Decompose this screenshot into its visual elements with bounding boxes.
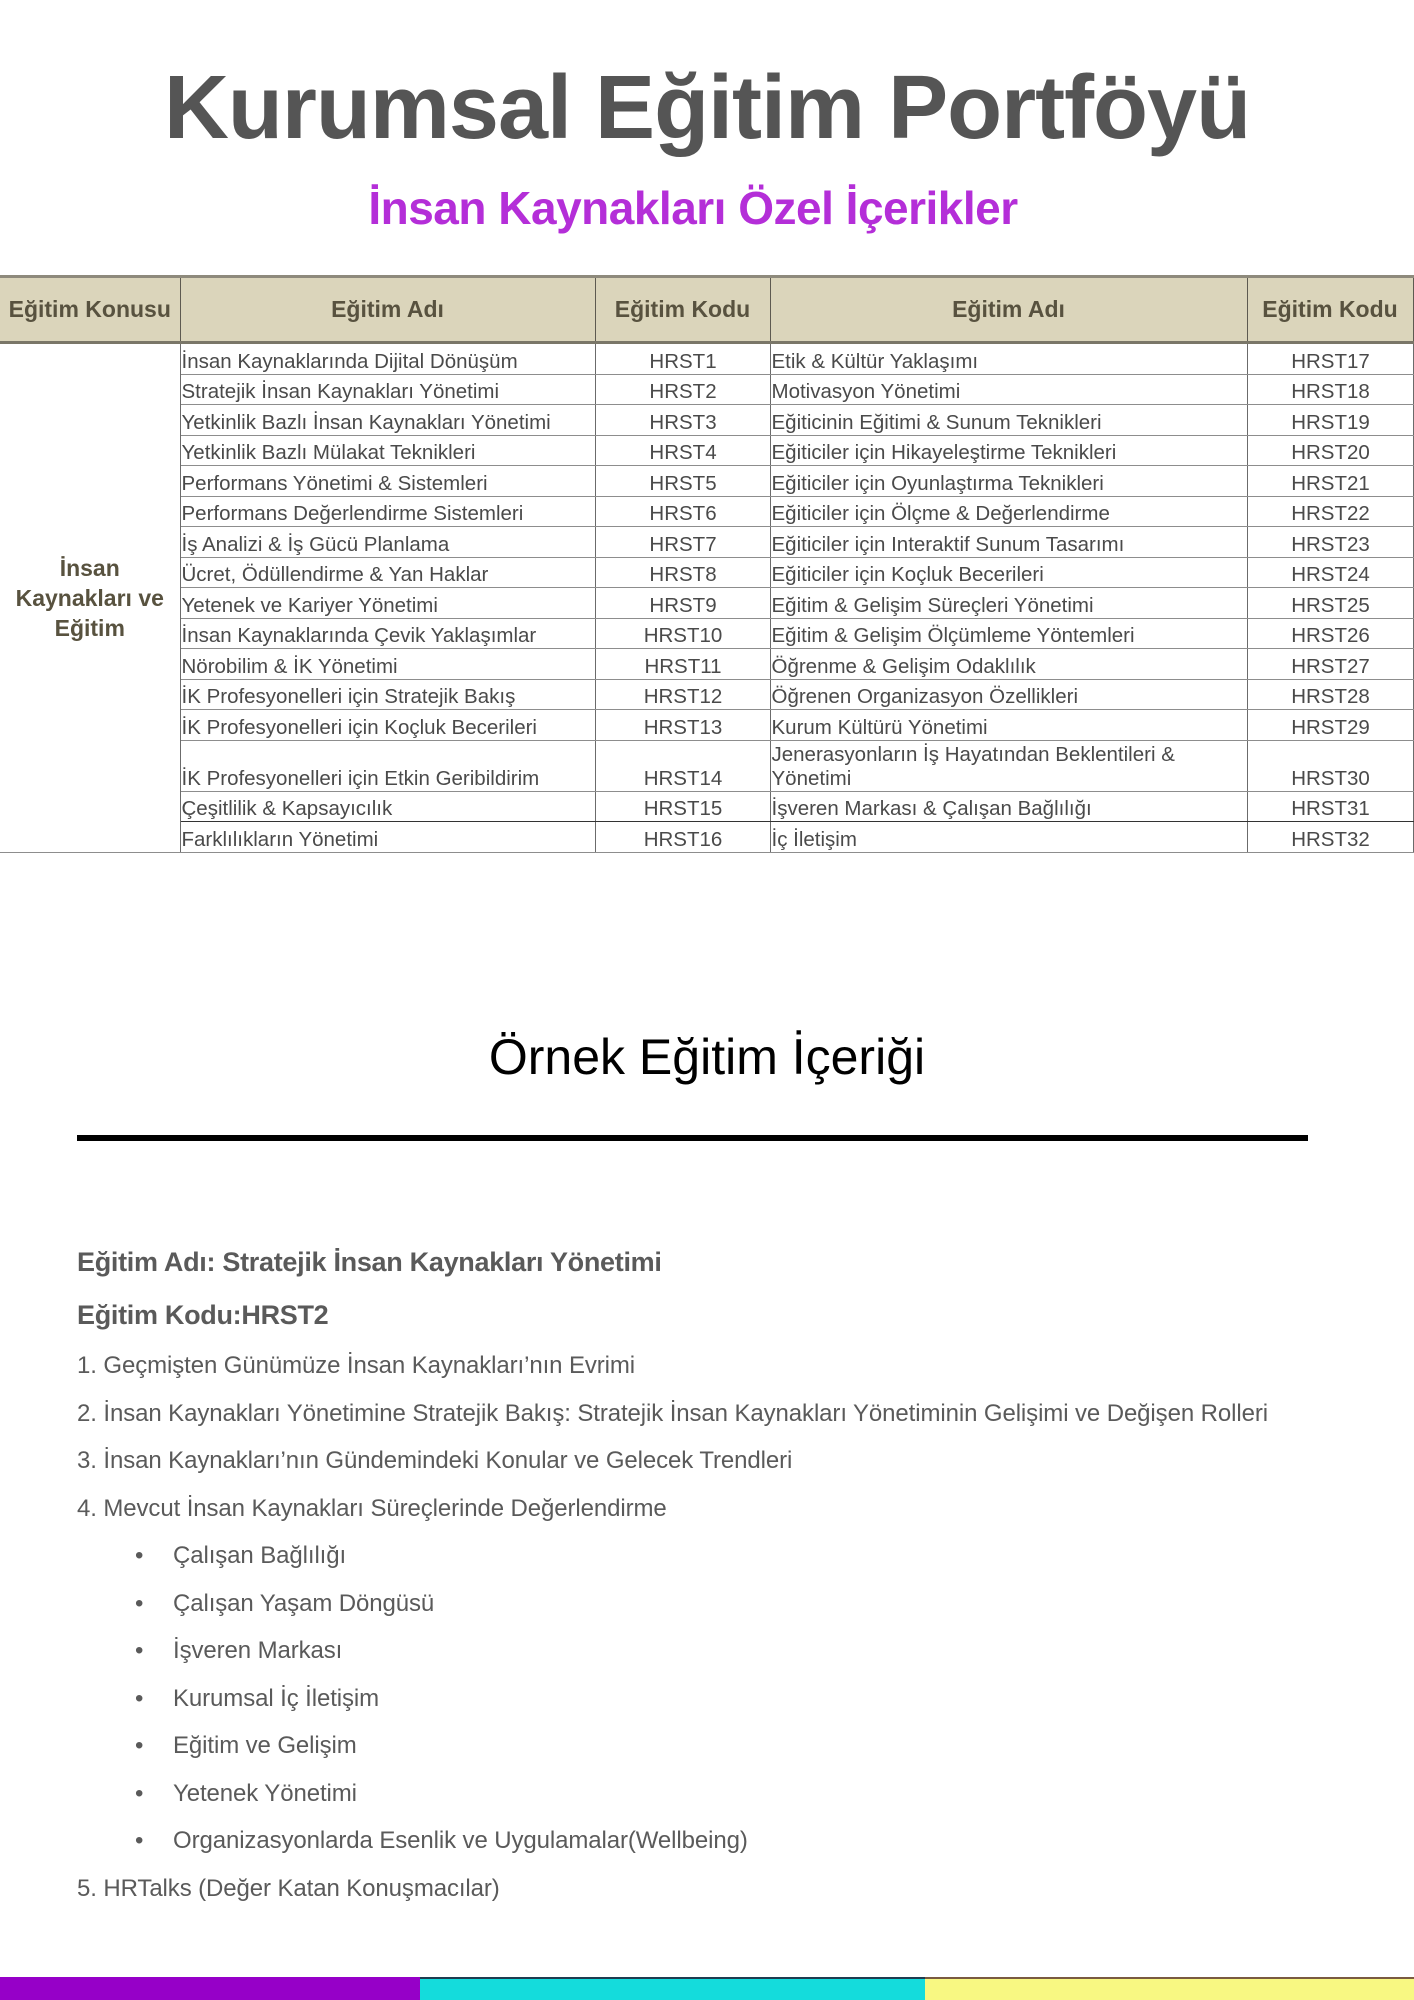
training-name-cell: Eğiticiler için Oyunlaştırma Teknikleri xyxy=(770,466,1247,497)
footer-bar-yellow xyxy=(925,1977,1414,2000)
training-name-cell: Performans Değerlendirme Sistemleri xyxy=(180,496,595,527)
sub-item-text: Çalışan Bağlılığı xyxy=(173,1542,347,1569)
page-title: Kurumsal Eğitim Portföyü xyxy=(163,58,1251,158)
training-code-cell: HRST7 xyxy=(595,527,770,558)
table-row xyxy=(0,740,1413,791)
table-row xyxy=(0,496,1413,527)
training-name-cell: Öğrenen Organizasyon Özellikleri xyxy=(770,679,1247,710)
training-code-cell: HRST22 xyxy=(1247,496,1413,527)
section-title: Örnek Eğitim İçeriği xyxy=(488,1029,926,1085)
training-name-cell: Ücret, Ödüllendirme & Yan Haklar xyxy=(180,557,595,588)
training-name-cell: Etik & Kültür Yaklaşımı xyxy=(770,343,1247,375)
training-name-cell: İnsan Kaynaklarında Dijital Dönüşüm xyxy=(180,343,595,375)
training-name-cell: Eğiticiler için Ölçme & Değerlendirme xyxy=(770,496,1247,527)
topic-cell: İnsan Kaynakları ve Eğitim xyxy=(0,343,180,853)
training-code-cell: HRST8 xyxy=(595,557,770,588)
bullet-icon: • xyxy=(135,1589,144,1617)
training-code-cell: HRST13 xyxy=(595,710,770,741)
sub-item-list xyxy=(77,1539,1268,1858)
training-name-cell: Jenerasyonların İş Hayatından Beklentileri & Yönetimi xyxy=(770,740,1247,791)
sub-item-text: Eğitim ve Gelişim xyxy=(173,1732,357,1759)
training-code-cell: HRST2 xyxy=(595,374,770,405)
training-code-cell: HRST26 xyxy=(1247,618,1413,649)
bullet-icon: • xyxy=(135,1684,144,1712)
sub-item-text: İşveren Markası xyxy=(173,1637,343,1664)
sub-item xyxy=(77,1824,1268,1858)
training-name-cell: Eğiticiler için Interaktif Sunum Tasarımı xyxy=(770,527,1247,558)
training-code-cell: HRST17 xyxy=(1247,343,1413,375)
training-code-cell: HRST27 xyxy=(1247,649,1413,680)
training-name-cell: Performans Yönetimi & Sistemleri xyxy=(180,466,595,497)
table-row xyxy=(0,374,1413,405)
training-name-cell: İşveren Markası & Çalışan Bağlılığı xyxy=(770,791,1247,822)
table-row xyxy=(0,791,1413,822)
training-code-cell: HRST6 xyxy=(595,496,770,527)
training-portfolio-table xyxy=(0,275,1414,853)
training-code-cell: HRST10 xyxy=(595,618,770,649)
content-item: 3. İnsan Kaynakları’nın Gündemindeki Konular ve Gelecek Trendleri xyxy=(77,1447,793,1474)
table-row xyxy=(0,588,1413,619)
training-name-cell: İnsan Kaynaklarında Çevik Yaklaşımlar xyxy=(180,618,595,649)
sub-item xyxy=(77,1587,1268,1621)
training-name-cell: İK Profesyonelleri için Stratejik Bakış xyxy=(180,679,595,710)
training-name-cell: Eğitim & Gelişim Süreçleri Yönetimi xyxy=(770,588,1247,619)
column-header-name: Eğitim Adı xyxy=(180,277,595,343)
content-item: 5. HRTalks (Değer Katan Konuşmacılar) xyxy=(77,1874,500,1902)
training-code-cell: HRST23 xyxy=(1247,527,1413,558)
training-code-cell: HRST12 xyxy=(595,679,770,710)
training-name-cell: Çeşitlilik & Kapsayıcılık xyxy=(180,791,595,822)
training-code-cell: HRST5 xyxy=(595,466,770,497)
sub-item-text: Kurumsal İç İletişim xyxy=(173,1684,380,1712)
training-code-cell: HRST18 xyxy=(1247,374,1413,405)
sub-item xyxy=(77,1729,1268,1763)
training-code-cell: HRST15 xyxy=(595,791,770,822)
page-subtitle: İnsan Kaynakları Özel İçerikler xyxy=(368,182,1018,234)
table-row xyxy=(0,343,1413,375)
section-divider xyxy=(77,1135,1308,1141)
table-row xyxy=(0,527,1413,558)
training-name-cell: Eğiticiler için Koçluk Becerileri xyxy=(770,557,1247,588)
training-name-cell: Yetenek ve Kariyer Yönetimi xyxy=(180,588,595,619)
bullet-icon: • xyxy=(135,1637,144,1664)
table-row xyxy=(0,618,1413,649)
training-code-cell: HRST19 xyxy=(1247,405,1413,436)
table-row xyxy=(0,679,1413,710)
table-row xyxy=(0,822,1413,853)
training-code-cell: HRST30 xyxy=(1247,740,1413,791)
training-code-cell: HRST20 xyxy=(1247,435,1413,466)
sample-content xyxy=(77,1244,1268,1906)
training-name-cell: Eğitim & Gelişim Ölçümleme Yöntemleri xyxy=(770,618,1247,649)
column-header-code: Eğitim Kodu xyxy=(1247,277,1413,343)
sub-item-text: Yetenek Yönetimi xyxy=(173,1779,357,1807)
column-header-code: Eğitim Kodu xyxy=(595,277,770,343)
content-item: 4. Mevcut İnsan Kaynakları Süreçlerinde Değerlendirme xyxy=(77,1494,667,1522)
sub-item xyxy=(77,1682,1268,1716)
bullet-icon: • xyxy=(135,1542,144,1569)
training-code-cell: HRST32 xyxy=(1247,822,1413,853)
training-code-cell: HRST31 xyxy=(1247,791,1413,822)
table-row xyxy=(0,710,1413,741)
bullet-icon: • xyxy=(135,1732,144,1759)
column-header-name: Eğitim Adı xyxy=(770,277,1247,343)
footer-bar-purple xyxy=(0,1977,420,2000)
content-item: 2. İnsan Kaynakları Yönetimine Stratejik Bakış: Stratejik İnsan Kaynakları Yönetiminin Gelişimi ve Değişen Rolleri xyxy=(77,1399,1268,1427)
training-name-cell: İç İletişim xyxy=(770,822,1247,853)
training-name-cell: Yetkinlik Bazlı İnsan Kaynakları Yönetimi xyxy=(180,405,595,436)
training-code: Eğitim Kodu:HRST2 xyxy=(77,1300,329,1330)
training-code-cell: HRST14 xyxy=(595,740,770,791)
content-item: 1. Geçmişten Günümüze İnsan Kaynakları’nın Evrimi xyxy=(77,1352,636,1379)
sub-item-text: Organizasyonlarda Esenlik ve Uygulamalar(Wellbeing) xyxy=(173,1827,748,1854)
table-header-row xyxy=(0,277,1413,343)
table-row xyxy=(0,466,1413,497)
table-row xyxy=(0,649,1413,680)
table-body xyxy=(0,343,1413,853)
training-name-cell: Eğiticiler için Hikayeleştirme Teknikleri xyxy=(770,435,1247,466)
training-code-cell: HRST28 xyxy=(1247,679,1413,710)
bullet-icon: • xyxy=(135,1779,144,1807)
training-name-cell: Stratejik İnsan Kaynakları Yönetimi xyxy=(180,374,595,405)
training-name-cell: İş Analizi & İş Gücü Planlama xyxy=(180,527,595,558)
training-code-cell: HRST21 xyxy=(1247,466,1413,497)
training-code-cell: HRST29 xyxy=(1247,710,1413,741)
column-header-topic: Eğitim Konusu xyxy=(0,277,180,343)
training-name-cell: Nörobilim & İK Yönetimi xyxy=(180,649,595,680)
sub-item xyxy=(77,1634,1268,1668)
training-name-cell: Farklılıkların Yönetimi xyxy=(180,822,595,853)
training-code-cell: HRST16 xyxy=(595,822,770,853)
training-code-cell: HRST11 xyxy=(595,649,770,680)
sub-item xyxy=(77,1539,1268,1573)
training-name-cell: Yetkinlik Bazlı Mülakat Teknikleri xyxy=(180,435,595,466)
training-name: Eğitim Adı: Stratejik İnsan Kaynakları Yönetimi xyxy=(77,1247,662,1277)
training-name-cell: Motivasyon Yönetimi xyxy=(770,374,1247,405)
training-name-cell: Öğrenme & Gelişim Odaklılık xyxy=(770,649,1247,680)
training-code-cell: HRST9 xyxy=(595,588,770,619)
training-name-cell: Eğiticinin Eğitimi & Sunum Teknikleri xyxy=(770,405,1247,436)
training-code-cell: HRST25 xyxy=(1247,588,1413,619)
footer-bar-cyan xyxy=(420,1977,925,2000)
training-name-cell: İK Profesyonelleri için Koçluk Becerileri xyxy=(180,710,595,741)
sub-item-text: Çalışan Yaşam Döngüsü xyxy=(173,1589,435,1617)
training-name-cell: Kurum Kültürü Yönetimi xyxy=(770,710,1247,741)
bullet-icon: • xyxy=(135,1827,144,1854)
training-code-cell: HRST3 xyxy=(595,405,770,436)
table-row xyxy=(0,557,1413,588)
training-code-cell: HRST4 xyxy=(595,435,770,466)
sub-item xyxy=(77,1777,1268,1811)
training-code-cell: HRST24 xyxy=(1247,557,1413,588)
table-row xyxy=(0,435,1413,466)
training-code-cell: HRST1 xyxy=(595,343,770,375)
training-name-cell: İK Profesyonelleri için Etkin Geribildirim xyxy=(180,740,595,791)
table-row xyxy=(0,405,1413,436)
